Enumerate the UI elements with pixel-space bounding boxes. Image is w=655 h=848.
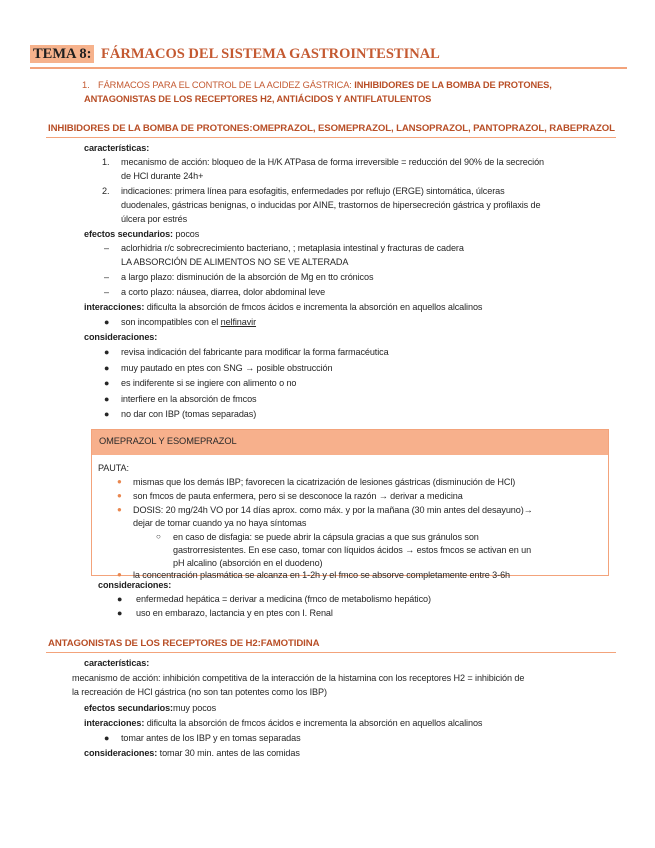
ibp-interactions-value: dificulta la absorción de fmcos ácidos e incrementa la absorción en aquellos alcalinos <box>146 302 483 312</box>
ibp-effect-1-line-1: aclorhidria r/c sobrecrecimiento bacteriano, ; metaplasia intestinal y fracturas de cadera <box>121 243 464 253</box>
box-sub-line-3: pH alcalino (absorción en el duodeno) <box>173 558 323 568</box>
section-1-highlight: INHIBIDORES DE LA BOMBA DE PROTONES, ANTAGONISTAS DE LOS RECEPTORES H2, ANTIÁCIDOS Y ANTIFLATULENTOS <box>84 80 552 104</box>
dash-bullet: – <box>104 243 110 253</box>
ibp-effects <box>84 227 199 241</box>
title-prefix: TEMA 8: <box>30 45 94 63</box>
bullet: ● <box>104 378 110 388</box>
h2-interactions-value: dificulta la absorción de fmcos ácidos e incrementa la absorción en aquellos alcalinos <box>146 718 483 728</box>
h2-cons-value: tomar 30 min. antes de las comidas <box>159 748 300 758</box>
ibp-car-2-line-2: duodenales, gástricas benignas, o inducidas por AINE, trastornos de hipersecreción gástrica y profilaxis de <box>121 200 541 210</box>
omeprazol-box-header <box>91 429 609 456</box>
h2-heading-rule <box>46 652 616 653</box>
h2-car-line-1: mecanismo de acción: inhibición competitiva de la interacción de la histamina con los receptores H2 = inhibición de <box>72 673 525 683</box>
h2-interactions-label: interacciones: <box>84 718 145 728</box>
ibp-cons-2: muy pautado en ptes con SNG → posible obstrucción <box>121 363 333 373</box>
box-sub-line-1: en caso de disfagia: se puede abrir la cápsula gracias a que sus gránulos son <box>173 532 479 542</box>
box-sub-line-2: gastrorresistentes. En ese caso, tomar con líquidos ácidos → estos fmcos se activan en un <box>173 545 532 555</box>
bullet: ● <box>104 317 110 327</box>
bullet: ● <box>104 347 110 357</box>
ibp-car-1-line-1: mecanismo de acción: bloqueo de la H/K ATPasa de forma irreversible = reducción del 90% de la secreción <box>121 157 544 167</box>
ibp-effects-value: pocos <box>175 229 200 239</box>
ibp-cons-5: no dar con IBP (tomas separadas) <box>121 409 257 419</box>
orange-bullet: ● <box>117 491 122 500</box>
ibp-car-2-line-3: úlcera por estrés <box>121 214 188 224</box>
h2-cons <box>84 746 300 760</box>
box-item-2: son fmcos de pauta enfermera, pero si se desconoce la razón → derivar a medicina <box>133 491 463 501</box>
section-1-lead: FÁRMACOS PARA EL CONTROL DE LA ACIDEZ GÁSTRICA: <box>98 80 352 90</box>
ibp-car-label: características: <box>84 143 150 153</box>
ibp-interactions <box>84 300 482 314</box>
ibp-interaction-item-text: son incompatibles con el <box>121 317 219 327</box>
dash-bullet: – <box>104 287 110 297</box>
box-cons-1: enfermedad hepática = derivar a medicina (fmco de metabolismo hepático) <box>136 594 431 604</box>
ibp-heading-rule <box>46 137 616 138</box>
bullet: ● <box>117 608 123 618</box>
ibp-car-2-num: 2. <box>102 186 110 196</box>
h2-interactions <box>84 716 482 730</box>
section-1-number: 1. <box>82 80 90 90</box>
h2-effects-value: muy pocos <box>172 703 217 713</box>
ibp-effect-1-line-2: LA ABSORCIÓN DE ALIMENTOS NO SE VE ALTERADA <box>121 257 349 267</box>
ibp-cons-label: consideraciones: <box>84 332 158 342</box>
h2-car-line-2: la recreación de HCl gástrica (no son tan potentes como los IBP) <box>72 687 327 697</box>
section-1-heading <box>84 78 604 106</box>
box-cons-2: uso en embarazo, lactancia y en ptes con I. Renal <box>136 608 333 618</box>
ibp-interactions-label: interacciones: <box>84 302 145 312</box>
box-item-1: mismas que los demás IBP; favorecen la cicatrización de lesiones gástricas (disminución de HCl) <box>133 477 516 487</box>
dash-bullet: – <box>104 272 110 282</box>
circle-bullet: ○ <box>156 532 161 541</box>
title-text: FÁRMACOS DEL SISTEMA GASTROINTESTINAL <box>101 46 440 62</box>
h2-cons-label: consideraciones: <box>84 748 158 758</box>
ibp-cons-1: revisa indicación del fabricante para modificar la forma farmacéutica <box>121 347 389 357</box>
box-dosis-line-1: DOSIS: 20 mg/24h VO por 14 días aprox. como máx. y por la mañana (30 min antes del desayuno)→ <box>133 505 533 515</box>
bullet: ● <box>104 363 110 373</box>
omeprazol-box-title: OMEPRAZOL Y ESOMEPRAZOL <box>99 436 237 446</box>
h2-effects <box>84 701 216 715</box>
orange-bullet: ● <box>117 570 122 579</box>
ibp-interaction-item <box>121 315 256 329</box>
bullet: ● <box>104 394 110 404</box>
orange-bullet: ● <box>117 505 122 514</box>
nelfinavir-link[interactable]: nelfinavir <box>220 317 257 327</box>
box-dosis-line-2: dejar de tomar cuando ya no haya síntomas <box>133 518 307 528</box>
bullet: ● <box>117 594 123 604</box>
ibp-effect-3: a corto plazo: náusea, diarrea, dolor abdominal leve <box>121 287 326 297</box>
title-underline <box>30 67 627 69</box>
h2-effects-label: efectos secundarios: <box>84 703 173 713</box>
ibp-effect-2: a largo plazo: disminución de la absorción de Mg en tto crónicos <box>121 272 374 282</box>
box-last: la concentración plasmática se alcanza en 1-2h y el fmco se absorve completamente entre 3-6h <box>133 570 510 580</box>
bullet: ● <box>104 409 110 419</box>
ibp-effects-label: efectos secundarios: <box>84 229 173 239</box>
bullet: ● <box>104 733 110 743</box>
h2-heading: ANTAGONISTAS DE LOS RECEPTORES DE H2:FAMOTIDINA <box>48 638 320 649</box>
ibp-cons-4: interfiere en la absorción de fmcos <box>121 394 257 404</box>
h2-car-label: características: <box>84 658 150 668</box>
ibp-car-1-line-2: de HCl durante 24h+ <box>121 171 204 181</box>
orange-bullet: ● <box>117 477 122 486</box>
page-title <box>30 46 440 63</box>
ibp-car-2-line-1: indicaciones: primera línea para esofagitis, enfermedades por reflujo (ERGE) sintomática, úlceras <box>121 186 505 196</box>
h2-interaction-item: tomar antes de los IBP y en tomas separadas <box>121 733 301 743</box>
box-pauta: PAUTA: <box>98 463 129 473</box>
ibp-car-1-num: 1. <box>102 157 110 167</box>
box-cons-label: consideraciones: <box>98 580 172 590</box>
ibp-heading: INHIBIDORES DE LA BOMBA DE PROTONES:OMEPRAZOL, ESOMEPRAZOL, LANSOPRAZOL, PANTOPRAZOL, RABEPRAZOL <box>48 123 615 134</box>
ibp-cons-3: es indiferente si se ingiere con alimento o no <box>121 378 297 388</box>
